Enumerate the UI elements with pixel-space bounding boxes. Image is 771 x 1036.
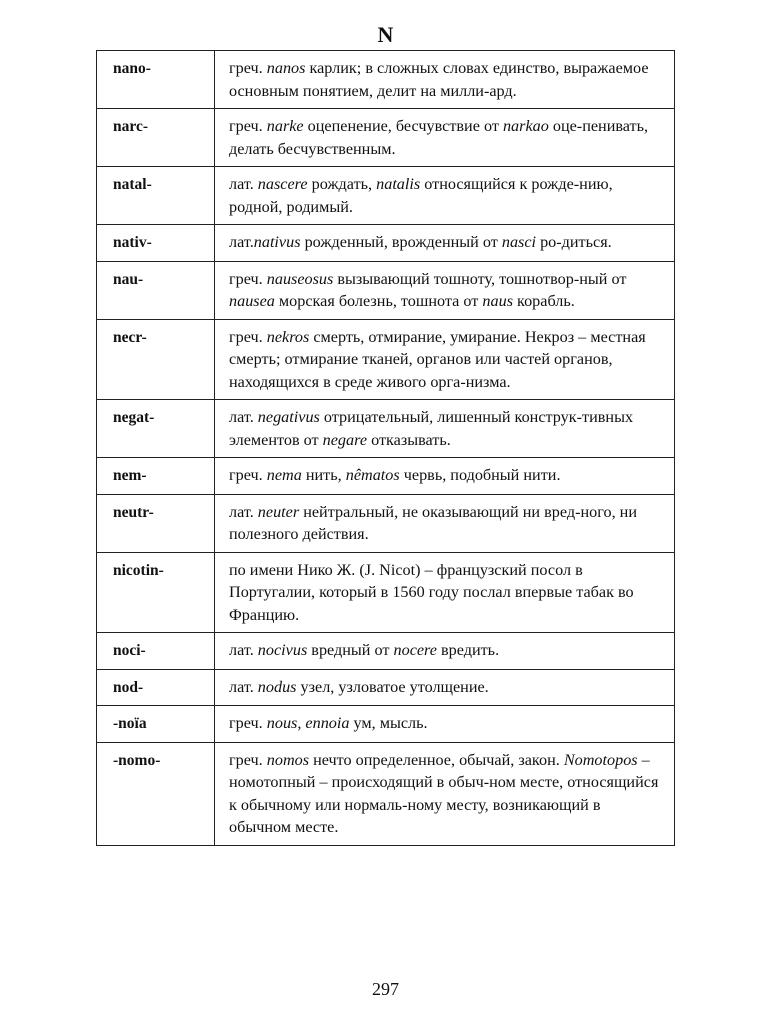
- definition-text: нейтральный, не оказывающий ни вред-ного, ни полезного действия.: [229, 502, 637, 543]
- dictionary-entry-row: [97, 319, 675, 400]
- definition-italic-term: nausea: [229, 292, 275, 310]
- definition-italic-term: nocivus: [257, 641, 308, 659]
- entry-term: neutr-: [97, 494, 215, 552]
- definition-text: греч.: [229, 714, 267, 732]
- dictionary-entry-row: [97, 225, 675, 262]
- definition-italic-term: nomos: [266, 750, 310, 769]
- definition-text: червь, подобный нити.: [399, 466, 561, 484]
- definition-text: оцепенение, бесчувствие от: [303, 117, 503, 135]
- definition-italic-term: nekros: [266, 327, 310, 346]
- definition-text: отказывать.: [367, 430, 451, 449]
- definition-text: лат.: [229, 233, 254, 251]
- definition-text: лат.: [229, 502, 258, 521]
- definition-text: рожденный, врожденный от: [300, 233, 502, 251]
- definition-text: лат.: [229, 677, 258, 696]
- definition-italic-term: nocere: [393, 641, 437, 659]
- definition-text: лат.: [229, 175, 258, 193]
- dictionary-entry-row: [97, 706, 675, 743]
- entry-term: necr-: [97, 319, 215, 400]
- definition-italic-term: Nomotopos: [563, 750, 638, 769]
- dictionary-table: [96, 50, 675, 846]
- definition-italic-term: nous, ennoia: [266, 714, 350, 732]
- definition-text: греч.: [229, 466, 267, 484]
- definition-text: морская болезнь, тошнота от: [274, 292, 483, 310]
- definition-italic-term: narke: [266, 117, 304, 135]
- definition-text: нечто определенное, обычай, закон.: [309, 750, 564, 769]
- definition-italic-term: nêmatos: [345, 466, 400, 484]
- dictionary-entry-row: [97, 742, 675, 845]
- entry-term: nativ-: [97, 225, 215, 262]
- definition-text: смерть, отмирание, умирание. Некроз – местная смерть; отмирание тканей, органов или частей органов, находящихся в среде живого орга-низма.: [229, 327, 646, 391]
- definition-italic-term: nativus: [253, 233, 301, 251]
- entry-definition: [215, 552, 675, 633]
- definition-text: оце-пенивать, делать бесчувственным.: [229, 117, 649, 158]
- entry-term: nano-: [97, 51, 215, 109]
- entry-term: natal-: [97, 167, 215, 225]
- dictionary-entry-row: [97, 669, 675, 706]
- entry-term: noci-: [97, 633, 215, 670]
- definition-text: ро-диться.: [536, 233, 612, 251]
- dictionary-entry-row: [97, 109, 675, 167]
- entry-definition: [215, 400, 675, 458]
- entry-definition: [215, 458, 675, 495]
- definition-text: вызывающий тошноту, тошнотвор-ный от: [333, 269, 627, 288]
- entry-definition: [215, 225, 675, 262]
- definition-text: – номотопный – происходящий в обыч-ном месте, относящийся к обычному или нормаль-ному месту, возникающий в обычном месте.: [229, 750, 659, 836]
- definition-text: греч.: [229, 117, 267, 135]
- definition-text: греч.: [229, 750, 267, 769]
- entry-definition: [215, 51, 675, 109]
- definition-italic-term: narkao: [502, 117, 549, 135]
- entry-definition: [215, 742, 675, 845]
- definition-italic-term: nema: [266, 466, 302, 484]
- dictionary-entry-row: [97, 167, 675, 225]
- definition-text: вредить.: [436, 641, 500, 659]
- entry-term: -noïa: [97, 706, 215, 743]
- definition-text: вредный от: [307, 641, 394, 659]
- definition-text: греч.: [229, 269, 267, 288]
- definition-italic-term: neuter: [257, 502, 300, 521]
- definition-text: греч.: [229, 327, 267, 346]
- dictionary-table-body: [97, 51, 675, 846]
- dictionary-entry-row: [97, 400, 675, 458]
- definition-italic-term: nasci: [501, 233, 537, 251]
- entry-term: negat-: [97, 400, 215, 458]
- definition-text: ум, мысль.: [349, 714, 428, 732]
- entry-definition: [215, 633, 675, 670]
- entry-definition: [215, 319, 675, 400]
- entry-definition: [215, 706, 675, 743]
- dictionary-entry-row: [97, 51, 675, 109]
- entry-definition: [215, 261, 675, 319]
- definition-text: греч.: [229, 59, 267, 77]
- dictionary-entry-row: [97, 261, 675, 319]
- page-section-letter: N: [377, 22, 394, 47]
- definition-text: корабль.: [513, 292, 575, 310]
- entry-definition: [215, 109, 675, 167]
- definition-text: карлик; в сложных словах единство, выражаемое основным понятием, делит на милли-ард.: [229, 59, 649, 100]
- dictionary-entry-row: [97, 494, 675, 552]
- dictionary-entry-row: [97, 552, 675, 633]
- definition-text: рождать,: [307, 175, 377, 193]
- definition-text: нить,: [301, 466, 346, 484]
- entry-term: nod-: [97, 669, 215, 706]
- definition-italic-term: nauseosus: [266, 269, 334, 288]
- entry-definition: [215, 494, 675, 552]
- definition-italic-term: nanos: [266, 59, 306, 77]
- page-number: 297: [372, 979, 399, 999]
- entry-term: narc-: [97, 109, 215, 167]
- definition-text: лат.: [229, 408, 258, 426]
- definition-text: узел, узловатое утолщение.: [296, 677, 489, 696]
- entry-definition: [215, 167, 675, 225]
- entry-term: nem-: [97, 458, 215, 495]
- entry-definition: [215, 669, 675, 706]
- entry-term: nicotin-: [97, 552, 215, 633]
- definition-italic-term: negativus: [257, 408, 320, 426]
- entry-term: -nomo-: [97, 742, 215, 845]
- definition-text: лат.: [229, 641, 258, 659]
- entry-term: nau-: [97, 261, 215, 319]
- dictionary-entry-row: [97, 458, 675, 495]
- definition-italic-term: natalis: [376, 175, 421, 193]
- definition-italic-term: negare: [322, 430, 368, 449]
- definition-italic-term: nascere: [257, 175, 308, 193]
- definition-text: отрицательный, лишенный конструк-тивных элементов от: [229, 408, 634, 449]
- definition-italic-term: naus: [482, 292, 513, 310]
- definition-text: относящийся к рожде-нию, родной, родимый.: [229, 175, 613, 216]
- dictionary-entry-row: [97, 633, 675, 670]
- definition-italic-term: nodus: [257, 677, 297, 696]
- definition-text: по имени Нико Ж. (J. Nicot) – французский посол в Португалии, который в 1560 году послал впервые табак во Францию.: [229, 560, 634, 624]
